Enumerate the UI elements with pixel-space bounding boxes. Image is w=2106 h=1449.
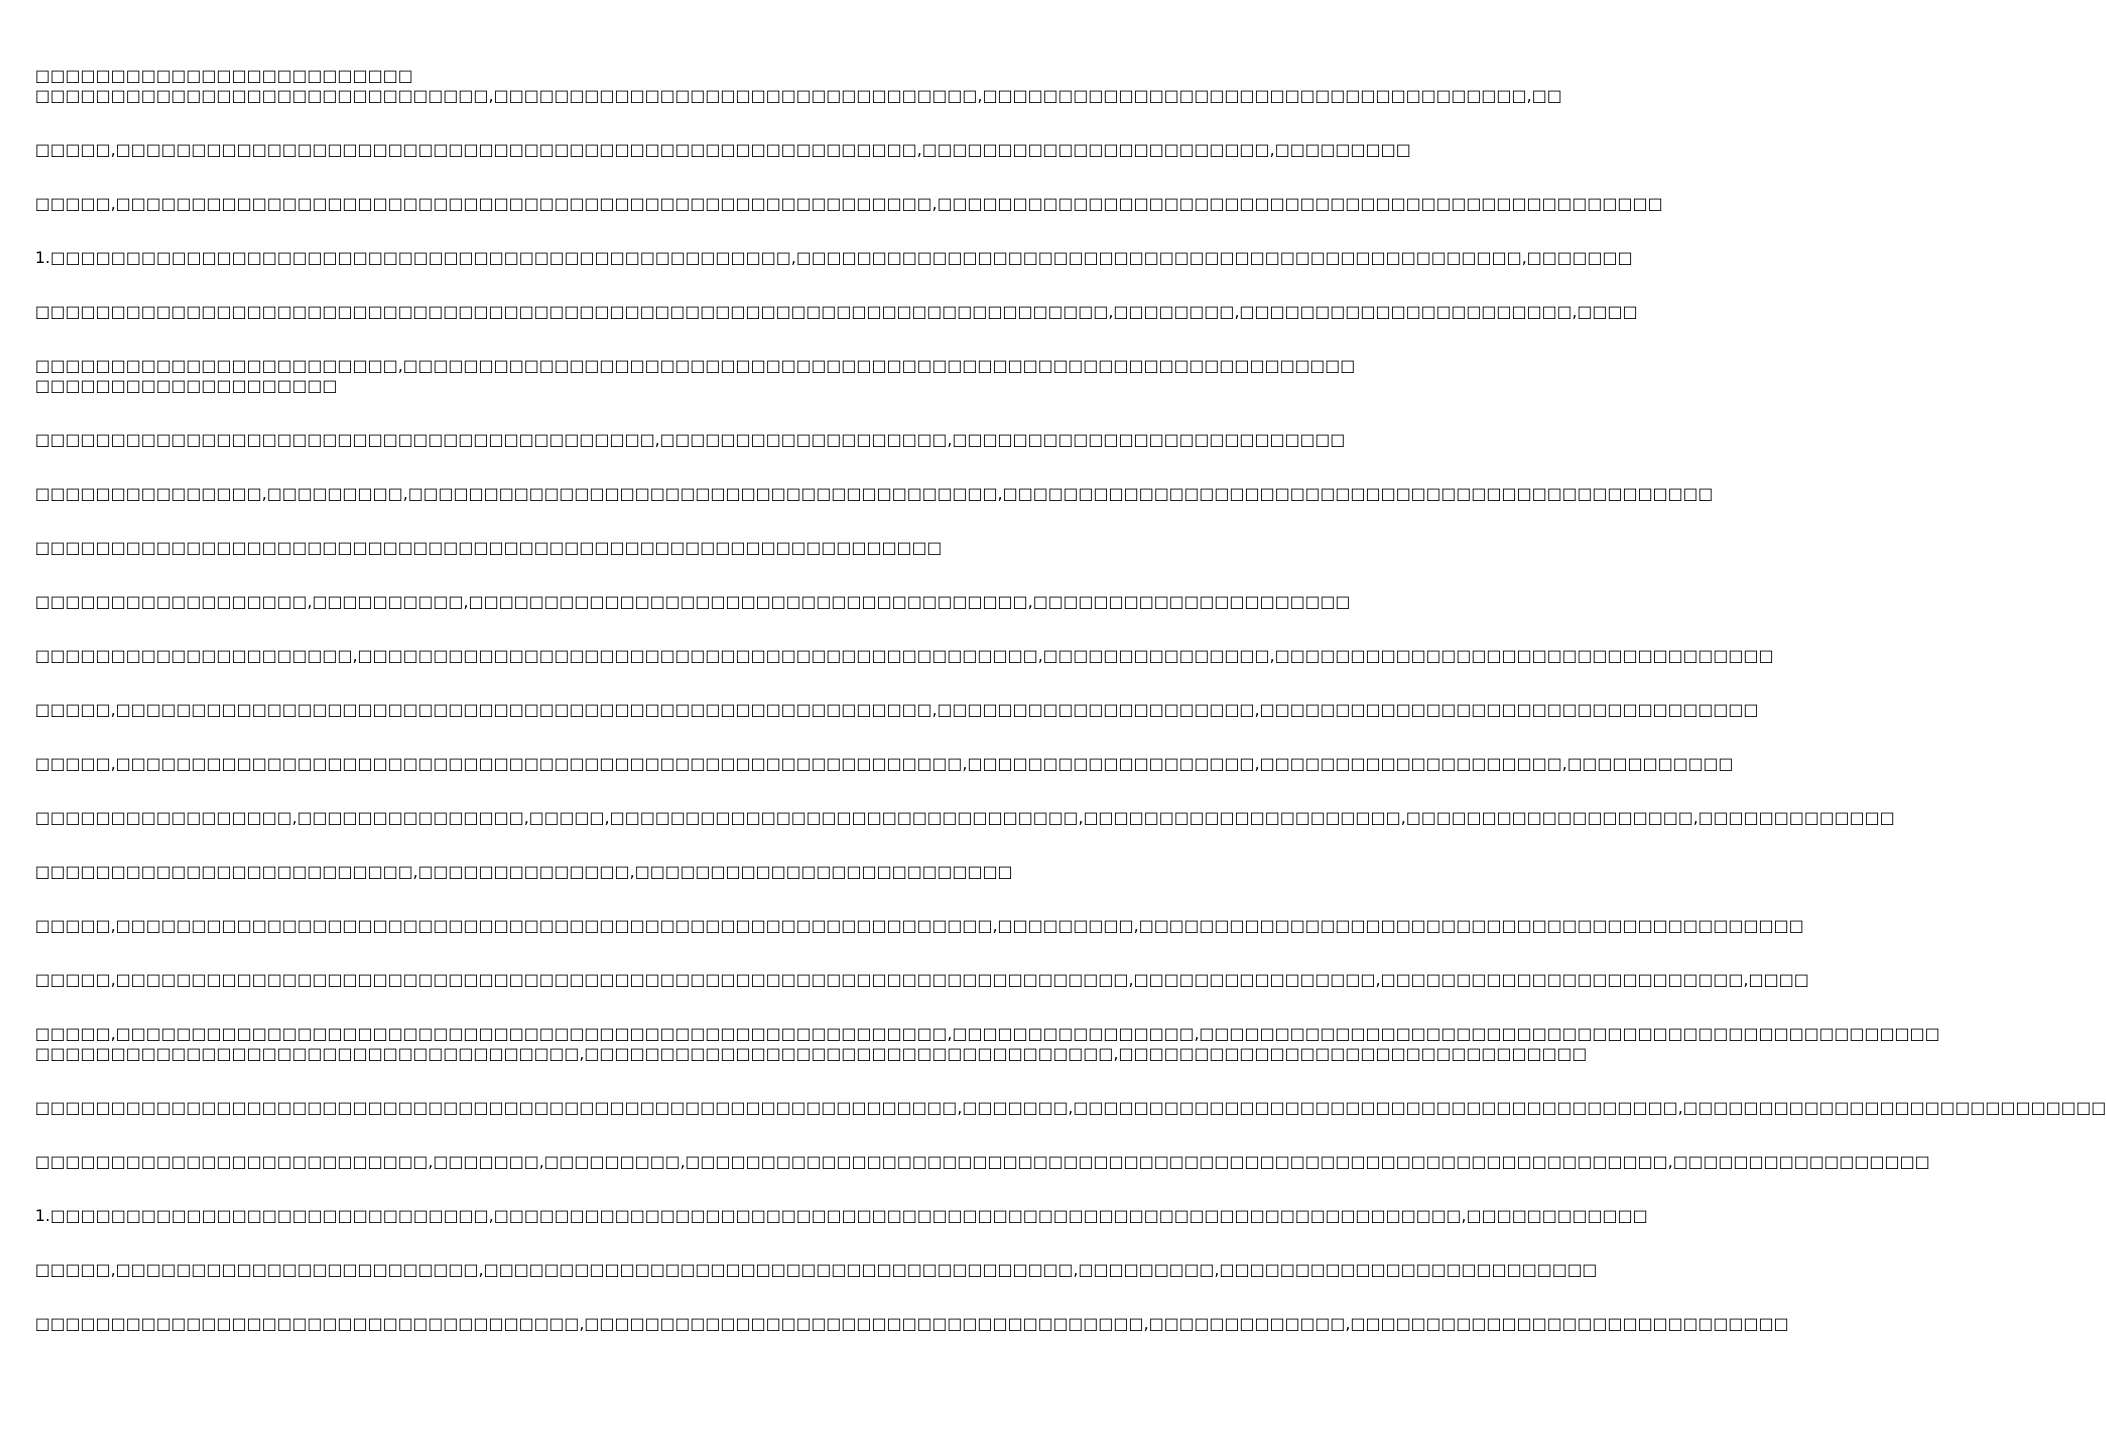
- text-line: □□□□□□□□□□□□□□□□□□□□□□□□□□□□□□□□□□□□□□□□□□□□□□□□□□□□□□□□□□□□□□□□□□□□□□□,□□□□□□□□,□□□□□□□□□□□□□□□□□□□□□□,□□□□: [35, 302, 1638, 321]
- text-line: □□□□□□□□□□□□□□□□□□,□□□□□□□□□□,□□□□□□□□□□□□□□□□□□□□□□□□□□□□□□□□□□□□□,□□□□□□□□□□□□□□□□□□□□□: [35, 592, 1351, 611]
- paragraph: [35, 430, 1346, 450]
- paragraph: [35, 484, 1714, 504]
- text-line: □□□□□□□□□□□□□□□□□□□□□□□□□: [35, 66, 413, 85]
- paragraph: [35, 700, 1759, 720]
- paragraph: [35, 1098, 2106, 1118]
- paragraph: [35, 140, 1411, 160]
- paragraph: [35, 194, 1663, 214]
- text-line: □□□□□□□□□□□□□□□□□□□□□□□□,□□□□□□□□□□□□□□□□□□□□□□□□□□□□□□□□□□□□□□□□□□□□□□□□□□□□□□□□□□□□□□□: [35, 356, 1356, 375]
- paragraph: [35, 66, 1562, 106]
- document-body: [35, 66, 2106, 1334]
- text-line: □□□□□,□□□□□□□□□□□□□□□□□□□□□□□□□□□□□□□□□□□□□□□□□□□□□□□□□□□□□□,□□□□□□□□□□□□□□□□□□□□□□□□□□□□□□□□□□□□□□□□□□□□□□□□: [35, 194, 1663, 213]
- text-line: 1.□□□□□□□□□□□□□□□□□□□□□□□□□□□□□,□□□□□□□□□□□□□□□□□□□□□□□□□□□□□□□□□□□□□□□□□□□□□□□□□□□□□□□□□□□□□□□□,□□□□□□□□□□□□: [35, 1206, 1648, 1225]
- paragraph: [35, 970, 1809, 990]
- text-line: 1.□□□□□□□□□□□□□□□□□□□□□□□□□□□□□□□□□□□□□□□□□□□□□□□□□,□□□□□□□□□□□□□□□□□□□□□□□□□□□□□□□□□□□□□□□□□□□□□□□□,□□□□□□□: [35, 248, 1633, 267]
- text-line: □□□□□,□□□□□□□□□□□□□□□□□□□□□□□□□□□□□□□□□□□□□□□□□□□□□□□□□□□□□□□□□□□□□□□□□□□,□□□□□□□□□□□□□□□□,□□□□□□□□□□□□□□□□□□□□□□□□,□□□□: [35, 970, 1809, 989]
- text-line: □□□□□□□□□□□□□□□□□□□□□,□□□□□□□□□□□□□□□□□□□□□□□□□□□□□□□□□□□□□□□□□□□□□,□□□□□□□□□□□□□□□,□□□□□□□□□□□□□□□□□□□□□□□□□□□□□□□□□: [35, 646, 1774, 665]
- paragraph: [35, 248, 1633, 268]
- paragraph: [35, 916, 1804, 936]
- text-line: □□□□□,□□□□□□□□□□□□□□□□□□□□□□□□□□□□□□□□□□□□□□□□□□□□□□□□□□□□□□□,□□□□□□□□□□□□□□□□,□□□□□□□□□□□□□□□□□□□□□□□□□□□□□□□□□□□□□□□□□□□□□□□□□: [35, 1024, 1940, 1043]
- text-line: □□□□□□□□□□□□□□□□□□□□□□□□□□□□□□□□□□□□□□□□□,□□□□□□□□□□□□□□□□□□□,□□□□□□□□□□□□□□□□□□□□□□□□□□: [35, 430, 1346, 449]
- text-line: □□□□□□□□□□□□□□□□□□□□: [35, 376, 338, 395]
- text-line: □□□□□,□□□□□□□□□□□□□□□□□□□□□□□□□□□□□□□□□□□□□□□□□□□□□□□□□□□□□,□□□□□□□□□□□□□□□□□□□□□□□,□□□□□□□□□: [35, 140, 1411, 159]
- text-line: □□□□□□□□□□□□□□□□□□□□□□□□□□,□□□□□□□,□□□□□□□□□,□□□□□□□□□□□□□□□□□□□□□□□□□□□□□□□□□□□□□□□□□□□□□□□□□□□□□□□□□□□□□□□□□,□□□□□□□□□□□□□□□□□: [35, 1152, 1930, 1171]
- paragraph: [35, 808, 1895, 828]
- text-line: □□□□□□□□□□□□□□□□□□□□□□□□□□□□□□,□□□□□□□□□□□□□□□□□□□□□□□□□□□□□□□□,□□□□□□□□□□□□□□□□□□□□□□□□□□□□□□□□□□□□,□□: [35, 86, 1562, 105]
- paragraph: [35, 538, 990, 558]
- paragraph: [35, 646, 1774, 666]
- text-line: □□□□□□□□□□□□□□□□□□□□□□□□□□□□□□□□□□□□□□□□□□□□□□□□□□□□□□□□□□□□: [35, 538, 943, 557]
- text-line: □□□□□,□□□□□□□□□□□□□□□□□□□□□□□□□□□□□□□□□□□□□□□□□□□□□□□□□□□□□□□□□□,□□□□□□□□□,□□□□□□□□□□□□□□□□□□□□□□□□□□□□□□□□□□□□□□□□□□□□: [35, 916, 1804, 935]
- text-line: □□□□□,□□□□□□□□□□□□□□□□□□□□□□□□,□□□□□□□□□□□□□□□□□□□□□□□□□□□□□□□□□□□□□□□,□□□□□□□□□,□□□□□□□□□□□□□□□□□□□□□□□□□: [35, 1260, 1598, 1279]
- paragraph: [35, 1152, 1930, 1172]
- text-line: □□□□□□□□□□□□□□□□□,□□□□□□□□□□□□□□□,□□□□□,□□□□□□□□□□□□□□□□□□□□□□□□□□□□□□□,□□□□□□□□□□□□□□□□□□□□□,□□□□□□□□□□□□□□□□□□□,□□□□□□□□□□□□□: [35, 808, 1895, 827]
- paragraph: [35, 1314, 1789, 1334]
- text-line: □□□□□□□□□□□□□□□□□□□□□□□□□□□□□□□□□□□□,□□□□□□□□□□□□□□□□□□□□□□□□□□□□□□□□□□□,□□□□□□□□□□□□□□□□□□□□□□□□□□□□□□□: [35, 1044, 1588, 1063]
- text-line: □□□□□□□□□□□□□□□□□□□□□□□□□,□□□□□□□□□□□□□□,□□□□□□□□□□□□□□□□□□□□□□□□□: [35, 862, 1013, 881]
- text-line: □□□□□□□□□□□□□□□,□□□□□□□□□,□□□□□□□□□□□□□□□□□□□□□□□□□□□□□□□□□□□□□□□,□□□□□□□□□□□□□□□□□□□□□□□□□□□□□□□□□□□□□□□□□□□□□□□: [35, 484, 1714, 503]
- paragraph: [35, 1206, 1648, 1226]
- text-line: □□□□□□□□□□□□□□□□□□□□□□□□□□□□□□□□□□□□,□□□□□□□□□□□□□□□□□□□□□□□□□□□□□□□□□□□□□,□□□□□□□□□□□□□,□□□□□□□□□□□□□□□□□□□□□□□□□□□□□: [35, 1314, 1789, 1333]
- paragraph: [35, 302, 1638, 322]
- paragraph: [35, 754, 1734, 774]
- text-line: □□□□□□□□□□□□□□□□□□□□□□□□□□□□□□□□□□□□□□□□□□□□□□□□□□□□□□□□□□□□□,□□□□□□□,□□□□□□□□□□□□□□□□□□□□□□□□□□□□□□□□□□□□□□□□,□□□□□□□□□□□□□□□□□□□□□□□□□□□□: [35, 1098, 2106, 1117]
- paragraph: [35, 1024, 1940, 1064]
- paragraph: [35, 356, 1356, 396]
- paragraph: [35, 862, 1013, 882]
- text-line: □□□□□,□□□□□□□□□□□□□□□□□□□□□□□□□□□□□□□□□□□□□□□□□□□□□□□□□□□□□□□□,□□□□□□□□□□□□□□□□□□□,□□□□□□□□□□□□□□□□□□□□,□□□□□□□□□□□: [35, 754, 1734, 773]
- paragraph: [35, 592, 1351, 612]
- paragraph: [35, 1260, 1598, 1280]
- text-line: □□□□□,□□□□□□□□□□□□□□□□□□□□□□□□□□□□□□□□□□□□□□□□□□□□□□□□□□□□□□,□□□□□□□□□□□□□□□□□□□□□,□□□□□□□□□□□□□□□□□□□□□□□□□□□□□□□□□: [35, 700, 1759, 719]
